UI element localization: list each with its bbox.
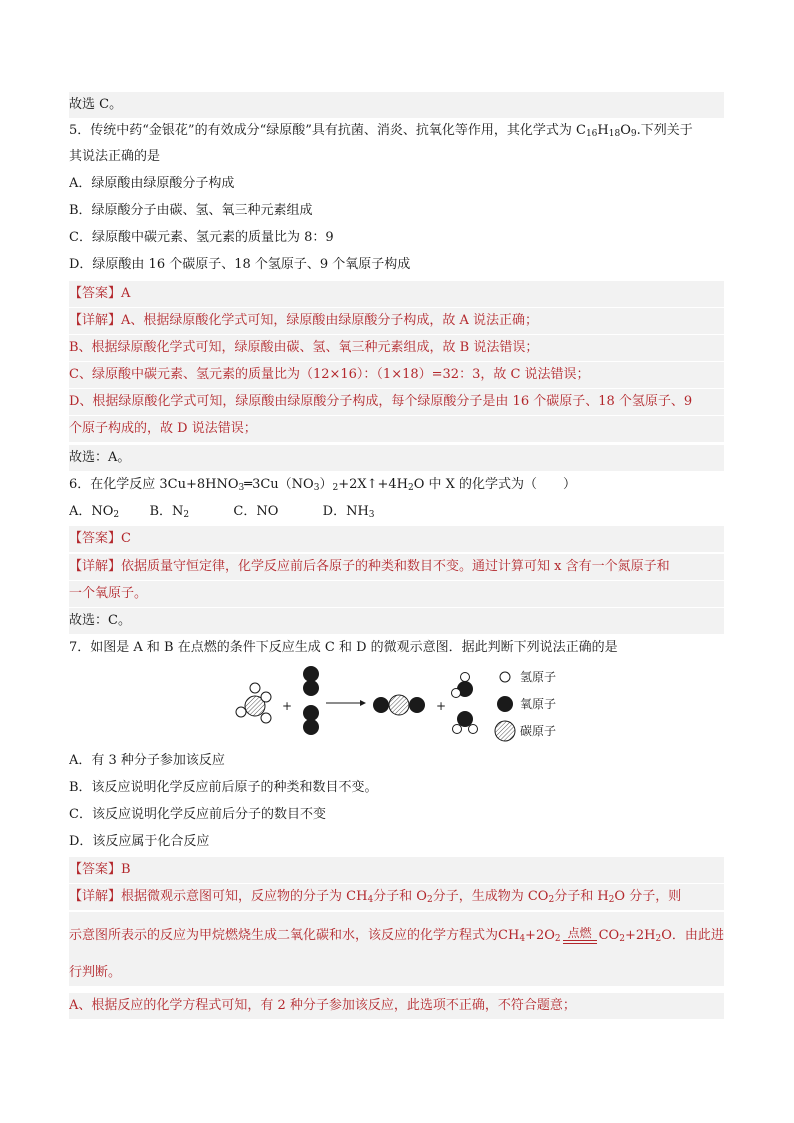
q5-detail-4-text: D、根据绿原酸化学式可知，绿原酸由绿原酸分子构成，每个绿原酸分子是由 16 个碳原子、18 个氢原子、9 [69, 394, 693, 409]
q5-detail-1 [69, 308, 724, 334]
q5-option-d-text: D．绿原酸由 16 个碳原子、18 个氢原子、9 个氧原子构成 [69, 257, 411, 272]
q6-option-sub: 2 [113, 510, 120, 520]
q5-detail-5 [69, 416, 724, 442]
answer-tag: 【答案】 [69, 531, 122, 546]
q7-option-d [69, 829, 724, 855]
eq-sub: 4 [519, 934, 526, 944]
equal-bar [563, 940, 597, 944]
q7-option-b [69, 775, 724, 801]
legend-h-icon [500, 672, 510, 682]
q5-option-a-text: A．绿原酸由绿原酸分子构成 [69, 176, 235, 191]
q5-detail-1-text: A、根据绿原酸化学式可知，绿原酸由绿原酸分子构成，故 A 说法正确； [121, 313, 539, 328]
q7-stem-text: 7．如图是 A 和 B 在点燃的条件下反应生成 C 和 D 的微观示意图．据此判断下列说法正确的是 [69, 640, 618, 655]
q6-detail-2 [69, 581, 724, 607]
eq-part: CH [498, 928, 520, 943]
q6-option-b [149, 504, 189, 519]
q5-option-a [69, 171, 724, 197]
q6-option-d-text: D．NH [322, 504, 369, 519]
legend-c-label: 碳原子 [520, 724, 557, 738]
q6-final-text: 故选：C。 [69, 613, 131, 628]
legend-o-icon [497, 696, 513, 712]
legend-h-label: 氢原子 [520, 670, 557, 684]
q6-sub: 2 [408, 483, 414, 493]
q5-stem-line1 [69, 118, 724, 144]
eq-part: CO [598, 928, 620, 943]
q6-option-d [323, 504, 375, 519]
q7-detail-text: 分子，生成物为 CO [432, 889, 549, 904]
q5-option-c [69, 225, 724, 251]
detail-tag: 【详解】 [69, 559, 122, 574]
ch4-molecule [236, 683, 271, 723]
q5-detail-3-text: C、绿原酸中碳元素、氢元素的质量比为（12×16）：（1×18）=32：3，故 C 说法错误； [69, 367, 590, 382]
q5-option-b-text: B．绿原酸分子由碳、氢、氧三种元素组成 [69, 203, 313, 218]
eq-part: +2H [624, 928, 656, 943]
eq-part: O [661, 928, 672, 943]
q7-detail-text: O 分子，则 [614, 889, 682, 904]
q6-options [69, 499, 724, 525]
q7-option-d-text: D．该反应属于化合反应 [69, 834, 210, 849]
plus-sign: + [436, 699, 447, 713]
q6-eq-part3: ） [319, 477, 333, 492]
q5-detail-2 [69, 335, 724, 361]
q7-detail-text: 分子和 H [554, 889, 609, 904]
q6-sub: 3 [238, 483, 245, 493]
q6-answer [69, 526, 724, 552]
q7-detail-text: A、根据反应的化学方程式可知，有 2 种分子参加该反应，此选项不正确，不符合题意； [69, 998, 576, 1013]
q5-option-d [69, 252, 724, 278]
q5-detail-4 [69, 389, 724, 415]
q7-option-c-text: C．该反应说明化学反应前后分子的数目不变 [69, 807, 326, 822]
q5-detail-2-text: B、根据绿原酸化学式可知，绿原酸由碳、氢、氧三种元素组成，故 B 说法错误； [69, 340, 539, 355]
formula-c-sub: 16 [585, 129, 598, 139]
q6-detail-1-text: 依据质量守恒定律，化学反应前后各原子的种类和数目不变。通过计算可知 x 含有一个氮原子和 [121, 559, 670, 574]
q6-answer-value: C [121, 531, 131, 546]
answer-tag: 【答案】 [69, 862, 122, 877]
q6-eq-part1: 6．在化学反应 3Cu+8HNO [69, 477, 239, 492]
reaction-condition [563, 927, 597, 944]
h2o-molecules [452, 673, 478, 734]
q5-stem-line2 [69, 144, 724, 170]
q4-final-text: 故选 C。 [69, 97, 123, 112]
plus-sign: + [282, 699, 293, 713]
q7-detail-1 [69, 884, 724, 910]
q5-answer-value: A [121, 286, 131, 301]
q6-eq-end: O 中 X 的化学式为（ ） [413, 477, 577, 492]
q7-option-a-text: A．有 3 种分子参加该反应 [69, 753, 225, 768]
q6-option-a [69, 504, 119, 519]
reaction-arrow [326, 700, 366, 706]
q7-option-b-text: B．该反应说明化学反应前后原子的种类和数目不变。 [69, 780, 378, 795]
detail-tag: 【详解】 [69, 889, 122, 904]
q6-stem [69, 472, 724, 498]
q6-option-c: C．NO [233, 504, 279, 519]
q6-detail-2-text: 一个氧原子。 [69, 586, 148, 601]
q5-stem-text: 5．传统中药“金银花”的有效成分“绿原酸”具有抗菌、消炎、抗氧化等作用，其化学式为 [69, 123, 576, 138]
q7-sub: 4 [367, 895, 374, 905]
co2-molecule [373, 695, 425, 715]
q7-sub: 2 [608, 895, 615, 905]
answer-tag: 【答案】 [69, 286, 122, 301]
q7-sub: 2 [426, 895, 433, 905]
q7-detail-text: 分子和 O [373, 889, 427, 904]
q5-final-text: 故选：A。 [69, 450, 131, 465]
detail-tag: 【详解】 [69, 313, 122, 328]
q5-answer [69, 281, 724, 307]
q5-option-b [69, 198, 724, 224]
legend-c-icon [495, 721, 515, 741]
q6-option-sub: 3 [368, 510, 375, 520]
legend [495, 670, 556, 741]
q7-stem [69, 635, 724, 661]
q7-option-a [69, 748, 724, 774]
q6-sub: 2 [332, 483, 339, 493]
q7-option-c [69, 802, 724, 828]
q5-detail-3 [69, 362, 724, 388]
line-q4-final [69, 92, 724, 118]
q7-detail-text: 行判断。 [69, 965, 122, 980]
eq-sub: 2 [619, 934, 625, 944]
q7-answer-value: B [121, 862, 131, 877]
q6-final [69, 608, 724, 634]
q5-final [69, 445, 724, 471]
o2-molecules [303, 666, 319, 735]
legend-o-label: 氧原子 [520, 697, 557, 711]
q7-detail-text: ．由此进 [671, 928, 724, 943]
q7-detail-4 [69, 993, 724, 1019]
q6-option-sub: 2 [183, 510, 190, 520]
formula-h-sub: 18 [608, 129, 621, 139]
q6-option-a-text: A．NO [69, 504, 114, 519]
q7-detail-2 [69, 912, 724, 960]
q5-stem-tail: .下列关于 [636, 123, 693, 138]
formula-h: H [597, 123, 609, 138]
q6-sub: 3 [313, 483, 320, 493]
q7-detail-3 [69, 960, 724, 986]
q5-detail-5-text: 个原子构成的，故 D 说法错误； [69, 421, 257, 436]
formula-o-sub: 9 [630, 129, 637, 139]
q6-detail-1 [69, 554, 724, 580]
eq-sub: 2 [554, 934, 561, 944]
q6-eq-part2: ═3Cu（NO [244, 477, 314, 492]
q5-option-c-text: C．绿原酸中碳元素、氢元素的质量比为 8：9 [69, 230, 334, 245]
q7-answer [69, 857, 724, 883]
q6-eq-part4: +2X↑+4H [338, 477, 409, 492]
q7-detail-text: 根据微观示意图可知，反应物的分子为 CH [121, 889, 368, 904]
formula-o: O [620, 123, 631, 138]
q7-sub: 2 [548, 895, 555, 905]
condition-text: 点燃 [567, 926, 592, 940]
formula-c: C [576, 123, 586, 138]
reaction-diagram [225, 663, 565, 743]
eq-sub: 2 [655, 934, 662, 944]
q6-option-b-text: B．N [149, 504, 184, 519]
eq-part: +2O [525, 928, 555, 943]
q5-stem-text2: 其说法正确的是 [69, 149, 161, 164]
q7-detail-text: 示意图所表示的反应为甲烷燃烧生成二氧化碳和水，该反应的化学方程式为 [69, 928, 499, 943]
